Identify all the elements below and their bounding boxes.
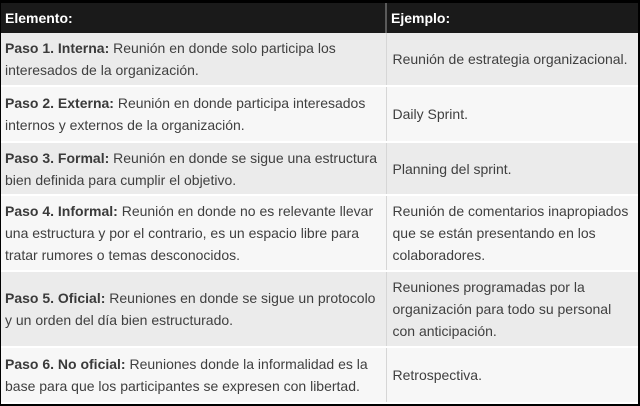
step-description: Reunión en donde se sigue una estructura bien definida para cumplir el objetivo. (5, 149, 378, 188)
example-cell: Reunión de estrategia organizacional. (386, 33, 638, 86)
example-cell: Planning del sprint. (386, 142, 638, 195)
step-label: Paso 3. Formal: (5, 149, 110, 166)
example-cell: Reuniones programadas por la organización para todo su personal con anticipación. (386, 271, 638, 347)
element-cell (1, 347, 386, 403)
example-cell: Reunión de comentarios inapropiados que se están presentando en los colaboradores. (386, 195, 638, 271)
element-cell (1, 86, 386, 142)
table-row (1, 33, 638, 86)
header-row (1, 3, 638, 33)
meeting-types-table (1, 3, 638, 404)
element-cell (1, 33, 386, 86)
table-row (1, 271, 638, 347)
header-ejemplo: Ejemplo: (386, 3, 638, 33)
header-elemento: Elemento: (1, 3, 386, 33)
step-description: Reuniones en donde se sigue un protocolo y un orden del día bien estructurado. (5, 290, 376, 329)
step-label: Paso 2. Externa: (5, 95, 114, 112)
step-description: Reuniones donde la informalidad es la base para que los participantes se expresen con libertad. (5, 356, 368, 395)
step-label: Paso 1. Interna: (5, 40, 110, 57)
step-description: Reunión en donde solo participa los interesados de la organización. (5, 40, 336, 79)
example-cell: Retrospectiva. (386, 347, 638, 403)
example-cell: Daily Sprint. (386, 86, 638, 142)
step-description: Reunión en donde no es relevante llevar una estructura y por el contrario, es un espacio libre para tratar rumores o temas desconocidos. (5, 203, 374, 264)
step-label: Paso 5. Oficial: (5, 290, 106, 307)
table-row (1, 142, 638, 195)
element-cell (1, 195, 386, 271)
table-row (1, 86, 638, 142)
table-row (1, 195, 638, 271)
step-label: Paso 4. Informal: (5, 203, 118, 220)
table-row (1, 347, 638, 403)
element-cell (1, 271, 386, 347)
step-label: Paso 6. No oficial: (5, 356, 126, 373)
step-description: Reunión en donde participa interesados internos y externos de la organización. (5, 95, 366, 134)
element-cell (1, 142, 386, 195)
